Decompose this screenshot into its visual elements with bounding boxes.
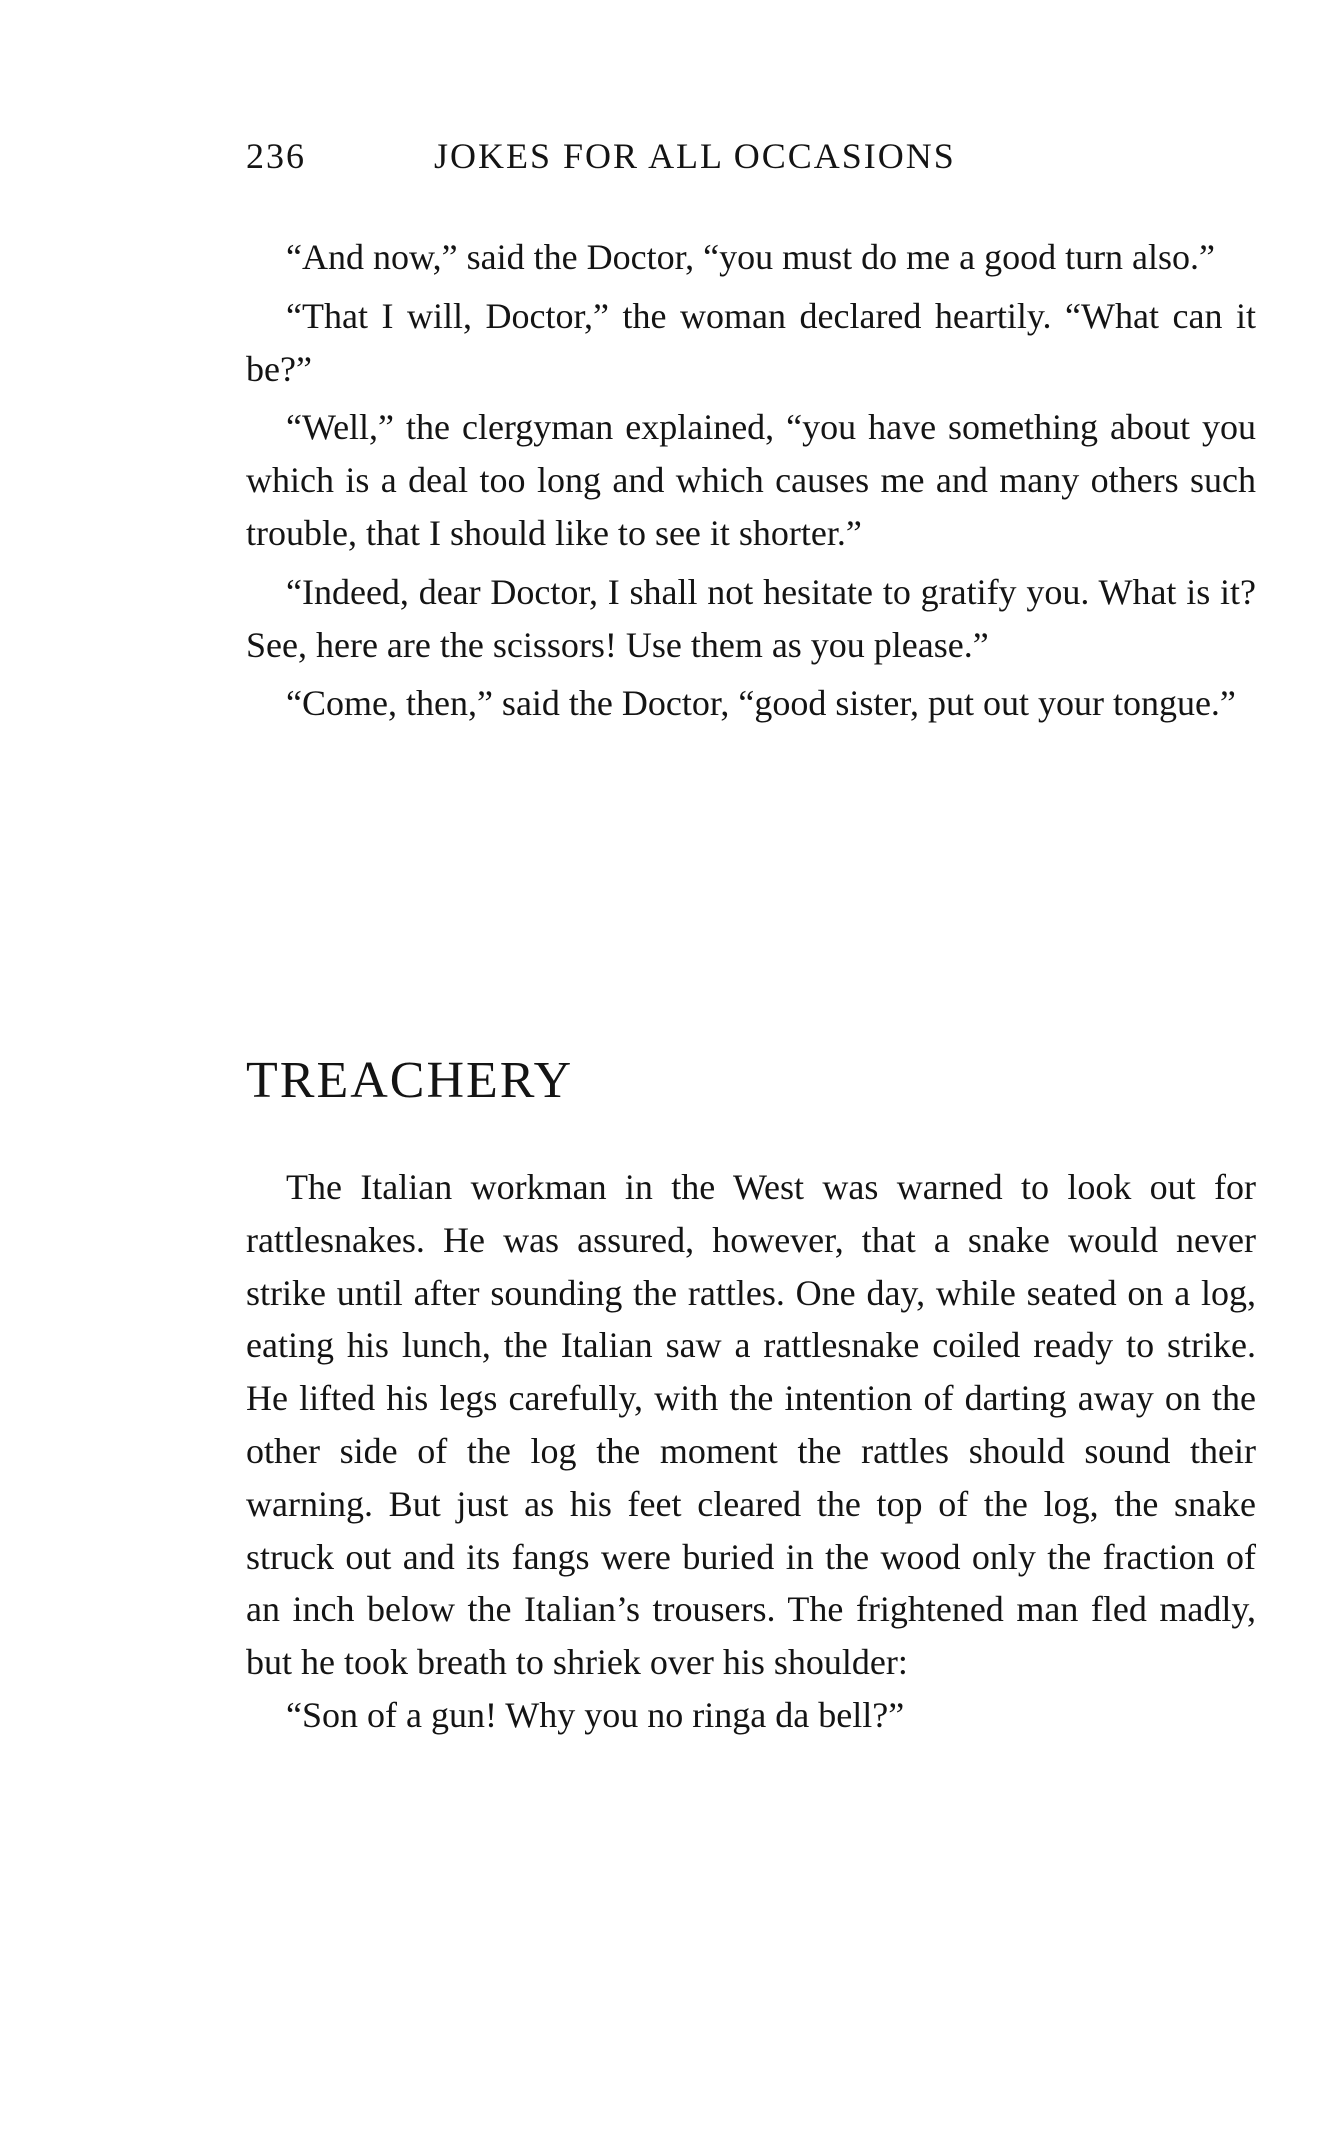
paragraph: “Well,” the clergyman explained, “you have something about you which is a deal too long and which causes me and many others such trouble, that I should like to see it shorter.” — [246, 407, 1256, 553]
page-number: 236 — [246, 136, 306, 176]
paragraph: “Come, then,” said the Doctor, “good sister, put out your tongue.” — [286, 683, 1236, 724]
previous-story-ending — [246, 231, 1256, 736]
paragraph: The Italian workman in the West was warned to look out for rattlesnakes. He was assured, however, that a snake would never strike until after sounding the rattles. One day, while seated on a log, eating his lunch, the Italian saw a rattlesnake coiled ready to strike. He lifted his legs carefully, with the intention of darting away on the other side of the log the moment the rattles should sound their warning. But just as his feet cleared the top of the log, the snake struck out and its fangs were buried in the wood only the fraction of an inch below the Italian’s trousers. The frightened man fled madly, but he took breath to shriek over his shoulder: — [246, 1167, 1256, 1683]
section-body — [246, 1161, 1256, 1742]
running-header — [246, 128, 1256, 184]
paragraph: “That I will, Doctor,” the woman declared heartily. “What can it be?” — [246, 295, 1256, 389]
paragraph: “Son of a gun! Why you no ringa da bell?” — [286, 1694, 905, 1735]
paragraph: “And now,” said the Doctor, “you must do me a good turn also.” — [286, 237, 1216, 277]
book-title: JOKES FOR ALL OCCASIONS — [434, 136, 956, 176]
paragraph: “Indeed, dear Doctor, I shall not hesitate to gratify you. What is it? See, here are the scissors! Use them as you please.” — [246, 571, 1256, 665]
section-heading: TREACHERY — [246, 1052, 574, 1109]
